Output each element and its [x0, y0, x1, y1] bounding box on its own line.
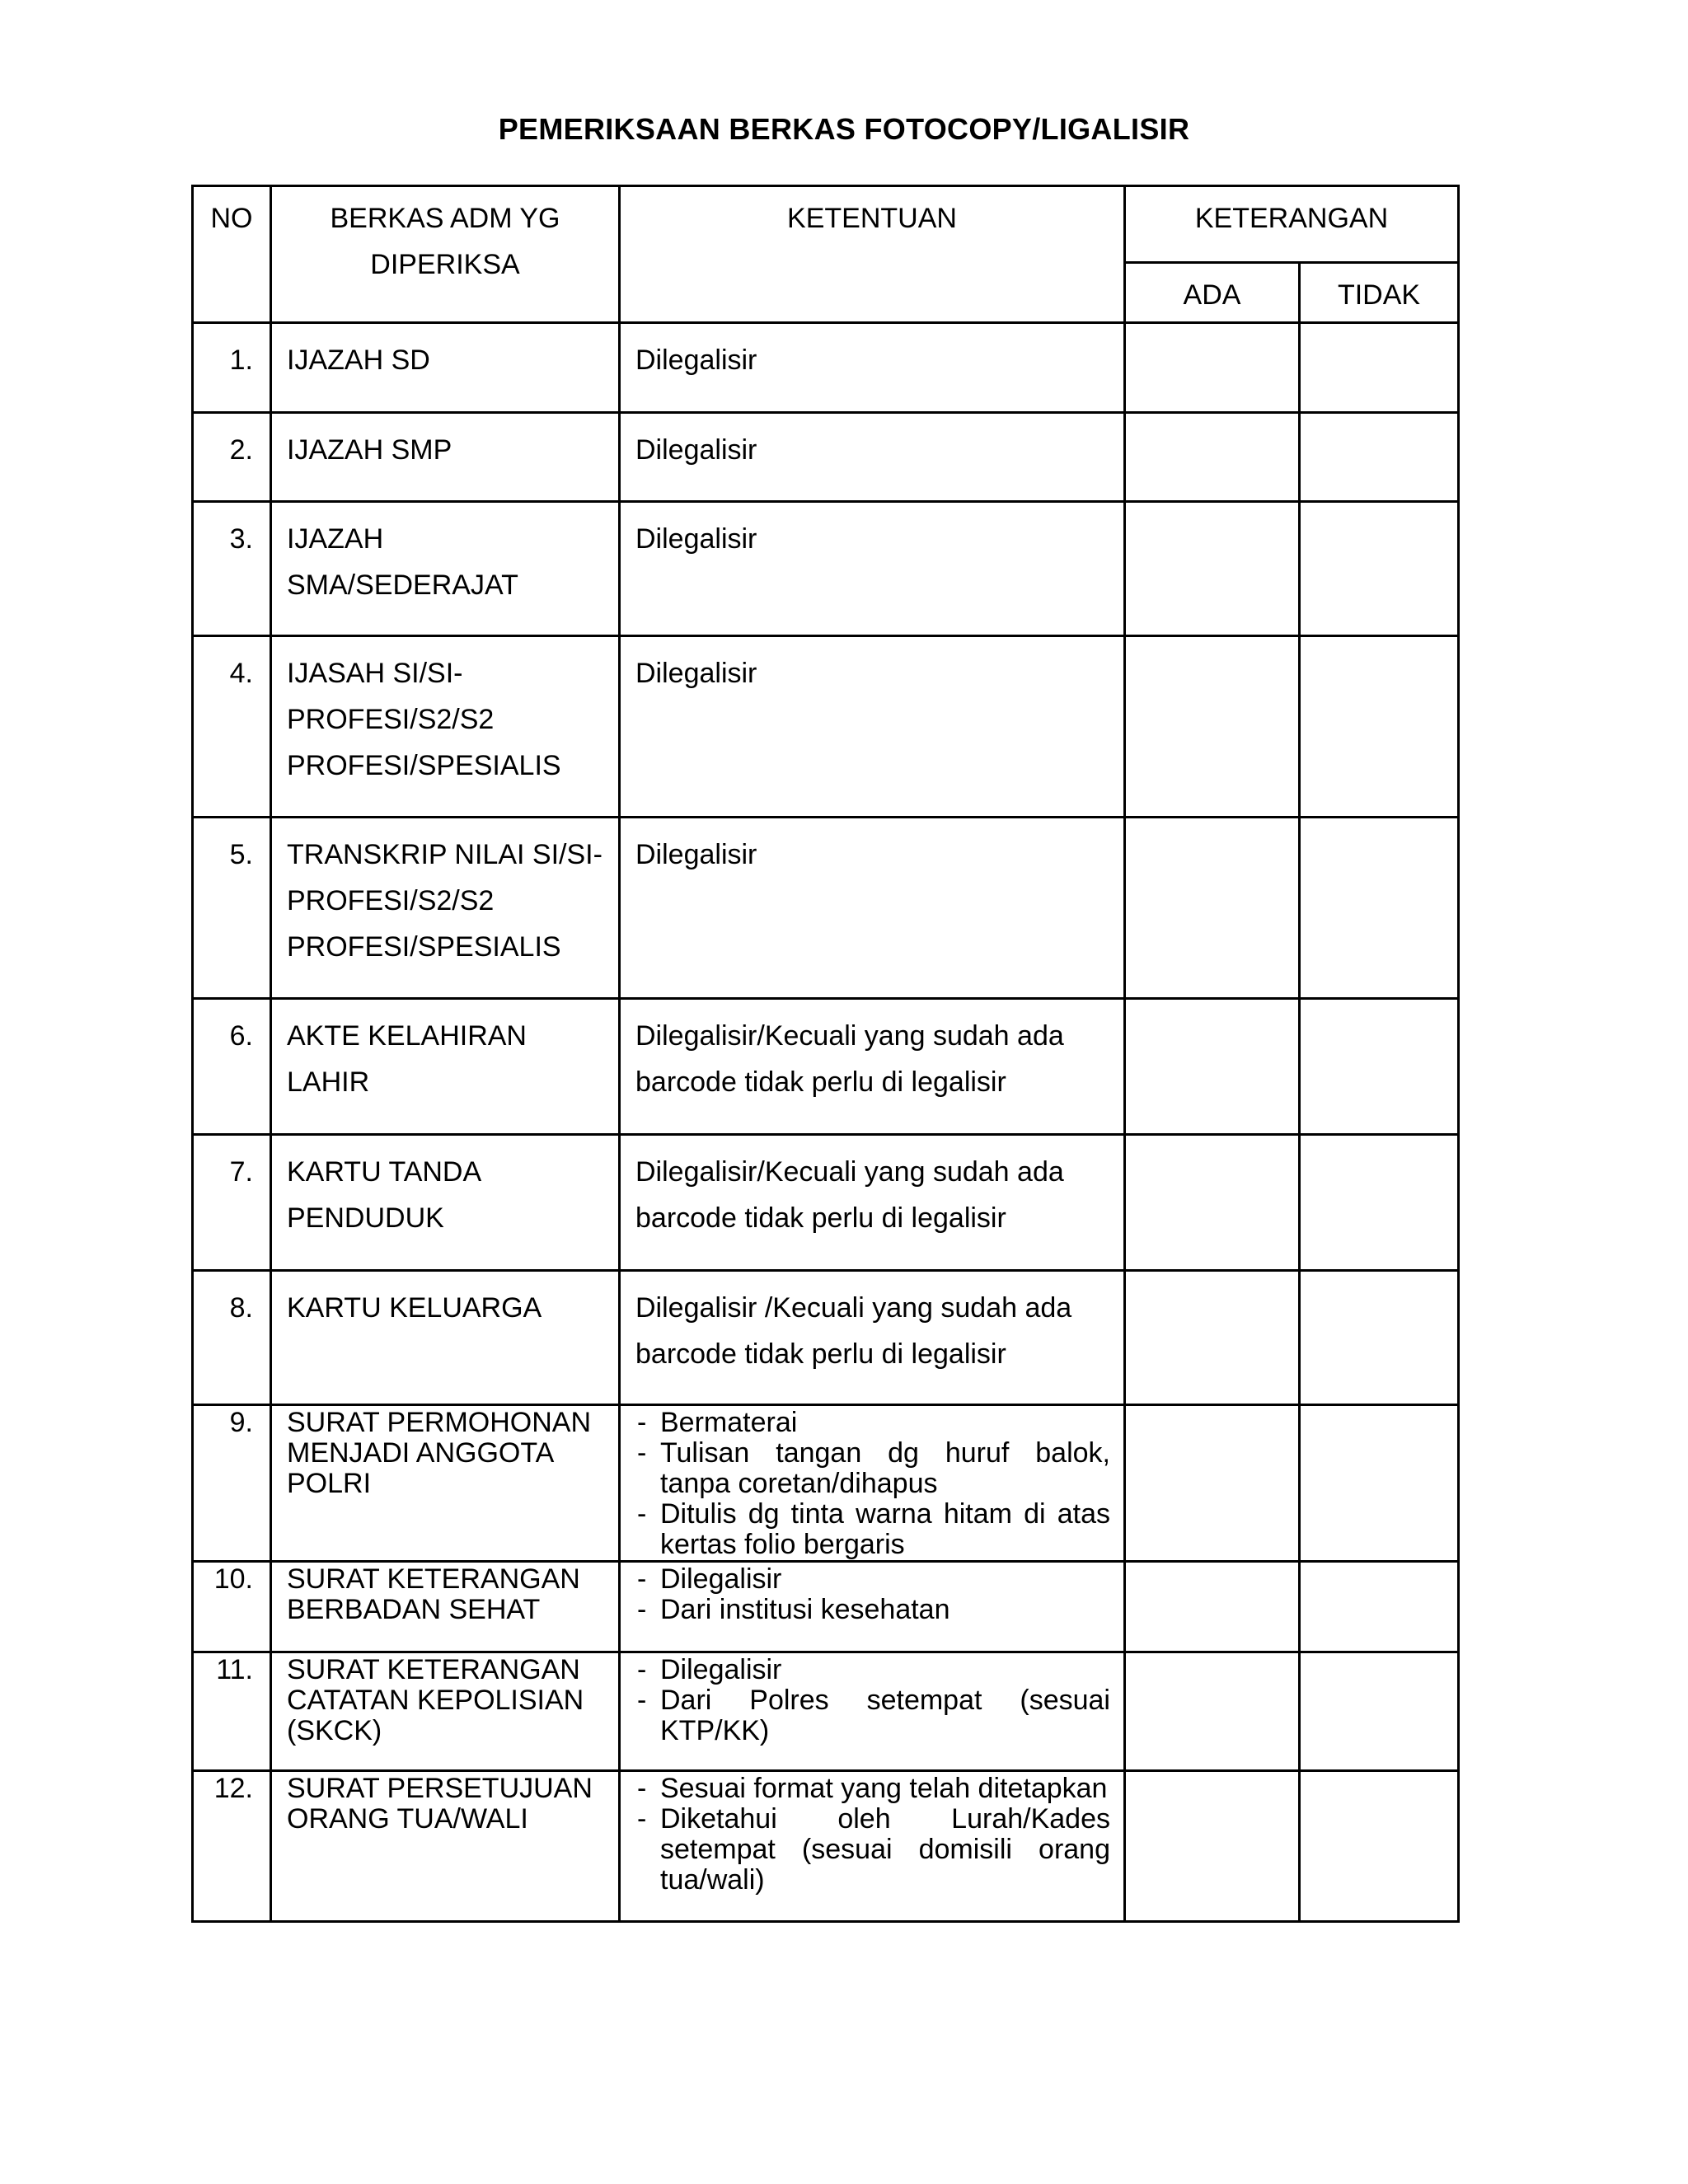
row-number: 2. [193, 413, 271, 502]
table-row [193, 1135, 1459, 1271]
requirement [620, 1652, 1125, 1771]
requirement-list [635, 1655, 1110, 1746]
ada-cell[interactable] [1125, 1135, 1300, 1271]
document-name: KARTU KELUARGA [271, 1271, 620, 1405]
document-name: SURAT PERSETUJUAN ORANG TUA/WALI [271, 1771, 620, 1922]
requirement-item: - Dilegalisir [635, 1564, 1110, 1595]
tidak-cell[interactable] [1300, 1652, 1459, 1771]
table-row [193, 636, 1459, 818]
ada-cell[interactable] [1125, 1271, 1300, 1405]
document-name: SURAT PERMOHONAN MENJADI ANGGOTA POLRI [271, 1405, 620, 1562]
document-name: IJAZAH SD [271, 323, 620, 413]
requirement: Dilegalisir [620, 323, 1125, 413]
header-keterangan: KETERANGAN [1125, 186, 1459, 263]
document-name: IJAZAH SMA/SEDERAJAT [271, 502, 620, 636]
requirement-list [635, 1564, 1110, 1625]
requirement: Dilegalisir [620, 818, 1125, 999]
requirement-list [635, 1774, 1110, 1896]
tidak-cell[interactable] [1300, 818, 1459, 999]
table-row [193, 1771, 1459, 1922]
header-tidak: TIDAK [1300, 263, 1459, 323]
document-check-table [191, 185, 1460, 1923]
document-name: IJAZAH SMP [271, 413, 620, 502]
tidak-cell[interactable] [1300, 1135, 1459, 1271]
ada-cell[interactable] [1125, 636, 1300, 818]
table-row [193, 1405, 1459, 1562]
row-number: 10. [193, 1562, 271, 1652]
ada-cell[interactable] [1125, 502, 1300, 636]
ada-cell[interactable] [1125, 999, 1300, 1135]
requirement [620, 1405, 1125, 1562]
table-row [193, 323, 1459, 413]
document-name: SURAT KETERANGAN BERBADAN SEHAT [271, 1562, 620, 1652]
row-number: 8. [193, 1271, 271, 1405]
table-row [193, 999, 1459, 1135]
tidak-cell[interactable] [1300, 502, 1459, 636]
requirement: Dilegalisir /Kecuali yang sudah ada barcode tidak perlu di legalisir [620, 1271, 1125, 1405]
document-name: TRANSKRIP NILAI SI/SI-PROFESI/S2/S2 PROFESI/SPESIALIS [271, 818, 620, 999]
ada-cell[interactable] [1125, 818, 1300, 999]
tidak-cell[interactable] [1300, 413, 1459, 502]
row-number: 3. [193, 502, 271, 636]
requirement: Dilegalisir/Kecuali yang sudah ada barcode tidak perlu di legalisir [620, 1135, 1125, 1271]
requirement-item: - Diketahui oleh Lurah/Kades setempat (sesuai domisili orang tua/wali) [635, 1804, 1110, 1896]
requirement [620, 1771, 1125, 1922]
requirement: Dilegalisir [620, 636, 1125, 818]
table-row [193, 818, 1459, 999]
tidak-cell[interactable] [1300, 1271, 1459, 1405]
requirement [620, 1562, 1125, 1652]
tidak-cell[interactable] [1300, 1771, 1459, 1922]
requirement-list [635, 1408, 1110, 1560]
ada-cell[interactable] [1125, 1771, 1300, 1922]
table-row [193, 1271, 1459, 1405]
table-row [193, 502, 1459, 636]
header-berkas: BERKAS ADM YG DIPERIKSA [271, 186, 620, 323]
ada-cell[interactable] [1125, 1652, 1300, 1771]
requirement: Dilegalisir [620, 502, 1125, 636]
document-name: KARTU TANDA PENDUDUK [271, 1135, 620, 1271]
requirement-item: - Dari institusi kesehatan [635, 1595, 1110, 1625]
document-name: IJASAH SI/SI-PROFESI/S2/S2 PROFESI/SPESIALIS [271, 636, 620, 818]
requirement-item: - Bermaterai [635, 1408, 1110, 1438]
row-number: 5. [193, 818, 271, 999]
header-ketentuan: KETENTUAN [620, 186, 1125, 323]
row-number: 1. [193, 323, 271, 413]
header-no: NO [193, 186, 271, 323]
requirement-item: - Dari Polres setempat (sesuai KTP/KK) [635, 1685, 1110, 1746]
document-name: SURAT KETERANGAN CATATAN KEPOLISIAN (SKCK) [271, 1652, 620, 1771]
page-title: PEMERIKSAAN BERKAS FOTOCOPY/LIGALISIR [498, 112, 1190, 146]
tidak-cell[interactable] [1300, 1562, 1459, 1652]
document-name: AKTE KELAHIRAN LAHIR [271, 999, 620, 1135]
tidak-cell[interactable] [1300, 323, 1459, 413]
row-number: 12. [193, 1771, 271, 1922]
requirement: Dilegalisir/Kecuali yang sudah ada barcode tidak perlu di legalisir [620, 999, 1125, 1135]
ada-cell[interactable] [1125, 323, 1300, 413]
ada-cell[interactable] [1125, 413, 1300, 502]
row-number: 6. [193, 999, 271, 1135]
requirement-item: - Sesuai format yang telah ditetapkan [635, 1774, 1110, 1804]
table-row [193, 413, 1459, 502]
row-number: 7. [193, 1135, 271, 1271]
table-row [193, 1652, 1459, 1771]
header-ada: ADA [1125, 263, 1300, 323]
table-row [193, 1562, 1459, 1652]
ada-cell[interactable] [1125, 1562, 1300, 1652]
row-number: 4. [193, 636, 271, 818]
tidak-cell[interactable] [1300, 999, 1459, 1135]
tidak-cell[interactable] [1300, 636, 1459, 818]
requirement-item: - Ditulis dg tinta warna hitam di atas kertas folio bergaris [635, 1499, 1110, 1560]
ada-cell[interactable] [1125, 1405, 1300, 1562]
tidak-cell[interactable] [1300, 1405, 1459, 1562]
requirement: Dilegalisir [620, 413, 1125, 502]
row-number: 9. [193, 1405, 271, 1562]
requirement-item: - Tulisan tangan dg huruf balok, tanpa coretan/dihapus [635, 1438, 1110, 1499]
requirement-item: - Dilegalisir [635, 1655, 1110, 1685]
row-number: 11. [193, 1652, 271, 1771]
